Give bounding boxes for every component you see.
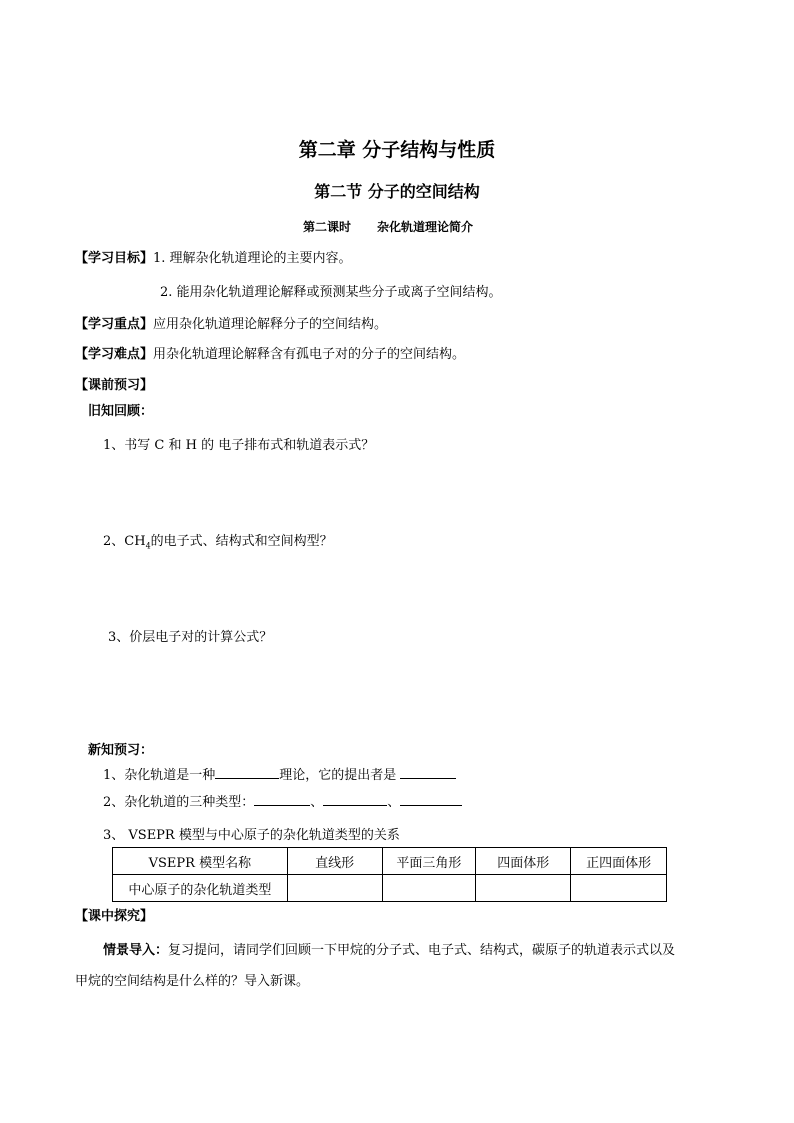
intro-line-2: 甲烷的空间结构是什么样的？导入新课。 <box>75 974 310 989</box>
new-question-1 <box>103 764 456 783</box>
table-row <box>113 848 667 875</box>
vsepr-hybridization-table <box>112 847 667 902</box>
new-question-2 <box>103 791 462 810</box>
fill-blank[interactable] <box>323 793 387 806</box>
q2-subscript: 4 <box>145 541 151 551</box>
difficulty-line <box>75 343 465 362</box>
fill-blank[interactable] <box>400 766 456 779</box>
intro-label: 情景导入： <box>103 943 169 958</box>
table-cell: 四面体形 <box>476 848 571 875</box>
table-row <box>113 875 667 902</box>
explore-label: 【课中探究】 <box>75 909 154 924</box>
n1-text-b: 理论，它的提出者是 <box>279 768 397 783</box>
table-cell: 直线形 <box>287 848 382 875</box>
table-cell: VSEPR 模型名称 <box>113 848 288 875</box>
n2-text: 2、杂化轨道的三种类型： <box>103 795 255 810</box>
review-question-1: 1、书写 C 和 H 的 电子排布式和轨道表示式？ <box>103 438 375 453</box>
objectives-line-1 <box>75 247 352 266</box>
lesson-subtitle <box>303 218 473 235</box>
review-label: 旧知回顾： <box>88 404 154 419</box>
separator: 、 <box>310 795 324 810</box>
table-answer-cell[interactable] <box>287 875 382 902</box>
separator: 、 <box>387 795 401 810</box>
lesson-number: 第二课时 <box>303 220 352 234</box>
fill-blank[interactable] <box>215 766 279 779</box>
new-knowledge-label: 新知预习： <box>88 743 154 758</box>
fill-blank[interactable] <box>254 793 310 806</box>
table-cell: 正四面体形 <box>571 848 667 875</box>
review-question-3: 3、价层电子对的计算公式？ <box>108 630 273 645</box>
n1-text-a: 1、杂化轨道是一种 <box>103 768 216 783</box>
fill-blank[interactable] <box>400 793 462 806</box>
table-answer-cell[interactable] <box>476 875 571 902</box>
q2-prefix: 2、CH <box>103 534 146 549</box>
new-question-3: 3、 VSEPR 模型与中心原子的杂化轨道类型的关系 <box>103 828 400 843</box>
table-answer-cell[interactable] <box>571 875 667 902</box>
objectives-label: 【学习目标】 <box>75 251 154 266</box>
objective-item-1: 1. 理解杂化轨道理论的主要内容。 <box>153 251 352 266</box>
table-cell: 平面三角形 <box>382 848 476 875</box>
chapter-title: 第二章 分子结构与性质 <box>298 139 496 161</box>
difficulty-text: 用杂化轨道理论解释含有孤电子对的分子的空间结构。 <box>153 347 466 362</box>
intro-line-1 <box>103 939 675 958</box>
key-point-text: 应用杂化轨道理论解释分子的空间结构。 <box>153 317 388 332</box>
key-point-label: 【学习重点】 <box>75 317 154 332</box>
review-question-2 <box>103 530 333 551</box>
key-point-line <box>75 313 387 332</box>
preview-label: 【课前预习】 <box>75 378 154 393</box>
difficulty-label: 【学习难点】 <box>75 347 154 362</box>
table-cell: 中心原子的杂化轨道类型 <box>113 875 288 902</box>
q2-suffix: 的电子式、结构式和空间构型？ <box>150 534 333 549</box>
section-title: 第二节 分子的空间结构 <box>314 182 480 201</box>
table-answer-cell[interactable] <box>382 875 476 902</box>
lesson-topic: 杂化轨道理论简介 <box>377 220 474 234</box>
objective-item-2: 2. 能用杂化轨道理论解释或预测某些分子或离子空间结构。 <box>160 285 502 300</box>
intro-text-1: 复习提问，请同学们回顾一下甲烷的分子式、电子式、结构式，碳原子的轨道表示式以及 <box>168 943 676 958</box>
